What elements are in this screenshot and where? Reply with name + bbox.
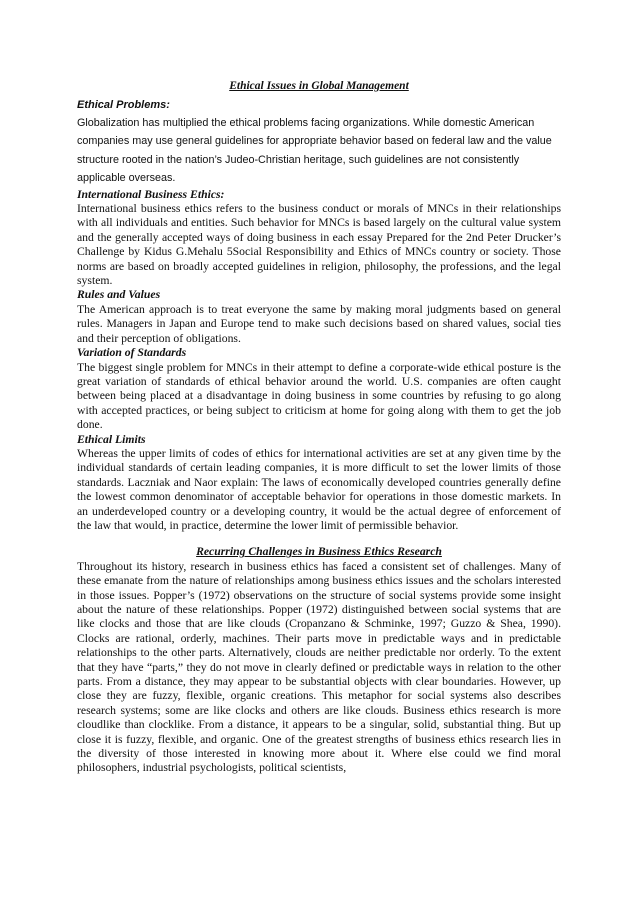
document-content [77,79,561,776]
section-body-variation-of-standards: The biggest single problem for MNCs in their attempt to define a corporate-wide ethical posture is the great variation of standards of ethical behavior around the world. U.S. companies are often caught between being placed at a disadvantage in doing business in some countries by refusing to go along with accepted practices, or being subject to criticism at home for going along with them to get the job done. [77,360,561,432]
section-body-rules-and-values: The American approach is to treat everyone the same by making moral judgments based on general rules. Managers in Japan and Europe tend to make such decisions based on shared values, social ties and their perception of obligations. [77,302,561,345]
section-body-ethical-limits: Whereas the upper limits of codes of ethics for international activities are set at any given time by the individual standards of certain leading companies, it is more difficult to set the lower limits of those standards. Laczniak and Naor explain: The laws of economically developed countries generally define the lowest common denominator of acceptable behavior for operations in those domestic markets. In an underdeveloped country or a developing country, it would be the actual degree of enforcement of the law that would, in practice, determine the lower limit of permissible behavior. [77,446,561,532]
section-heading-ethical-limits: Ethical Limits [77,432,146,446]
section-heading-international-business-ethics: International Business Ethics: [77,187,225,201]
section-title-recurring-challenges: Recurring Challenges in Business Ethics Research [196,545,442,559]
section-body-international-business-ethics: International business ethics refers to the business conduct or morals of MNCs in their relationships with all individuals and entities. Such behavior for MNCs is based largely on the cultural value system and the generally accepted ways of doing business in each essay Prepared for the 2nd Peter Drucker’s Challenge by Kidus G.Mehalu 5Social Responsibility and Ethics of MNCs country or society. Those norms are based on broadly accepted guidelines in religion, philosophy, the professions, and the legal system. [77,202,561,288]
section-heading-variation-of-standards: Variation of Standards [77,346,187,360]
section-spacer [77,533,561,545]
section-heading-rules-and-values: Rules and Values [77,288,161,302]
section-heading-ethical-problems: Ethical Problems: [77,99,170,111]
section-body-ethical-problems: Globalization has multiplied the ethical problems facing organizations. While domestic American companies may use general guidelines for appropriate behavior based on federal law and the value structure rooted in the nation’s Judeo-Christian heritage, such guidelines are not consistently applicable overseas. [77,117,552,185]
page-title: Ethical Issues in Global Management [229,80,409,92]
section-body-recurring-challenges: Throughout its history, research in business ethics has faced a consistent set of challenges. Many of these emanate from the nature of relationships among business ethics issues and the scholars interested in those issues. Popper’s (1972) observations on the structure of social systems provide some insight about the nature of these relationships. Popper (1972) distinguished between social systems that are like clocks and those that are like clouds (Cropanzano & Schminke, 1997; Guzzo & Shea, 1990). Clocks are rational, orderly, machines. Their parts move in predictable ways and in predictable relationships to the other parts. Alternatively, clouds are neither predictable nor orderly. To the extent that they have “parts,” they do not move in clearly defined or predictable ways in relation to the other parts. From a distance, they may appear to be substantial objects with clear boundaries. However, up close they are fuzzy, flexible, organic creations. This metaphor for social systems also describes research systems; some are like clocks and others are like clouds. Business ethics research is more cloudlike than clocklike. From a distance, it appears to be a singular, solid, substantial thing. But up close it is fuzzy, flexible, and organic. One of the greatest strengths of business ethics research lies in the diversity of those interested in knowing more about it. Where else could we find moral philosophers, industrial psychologists, political scientists, [77,559,561,775]
